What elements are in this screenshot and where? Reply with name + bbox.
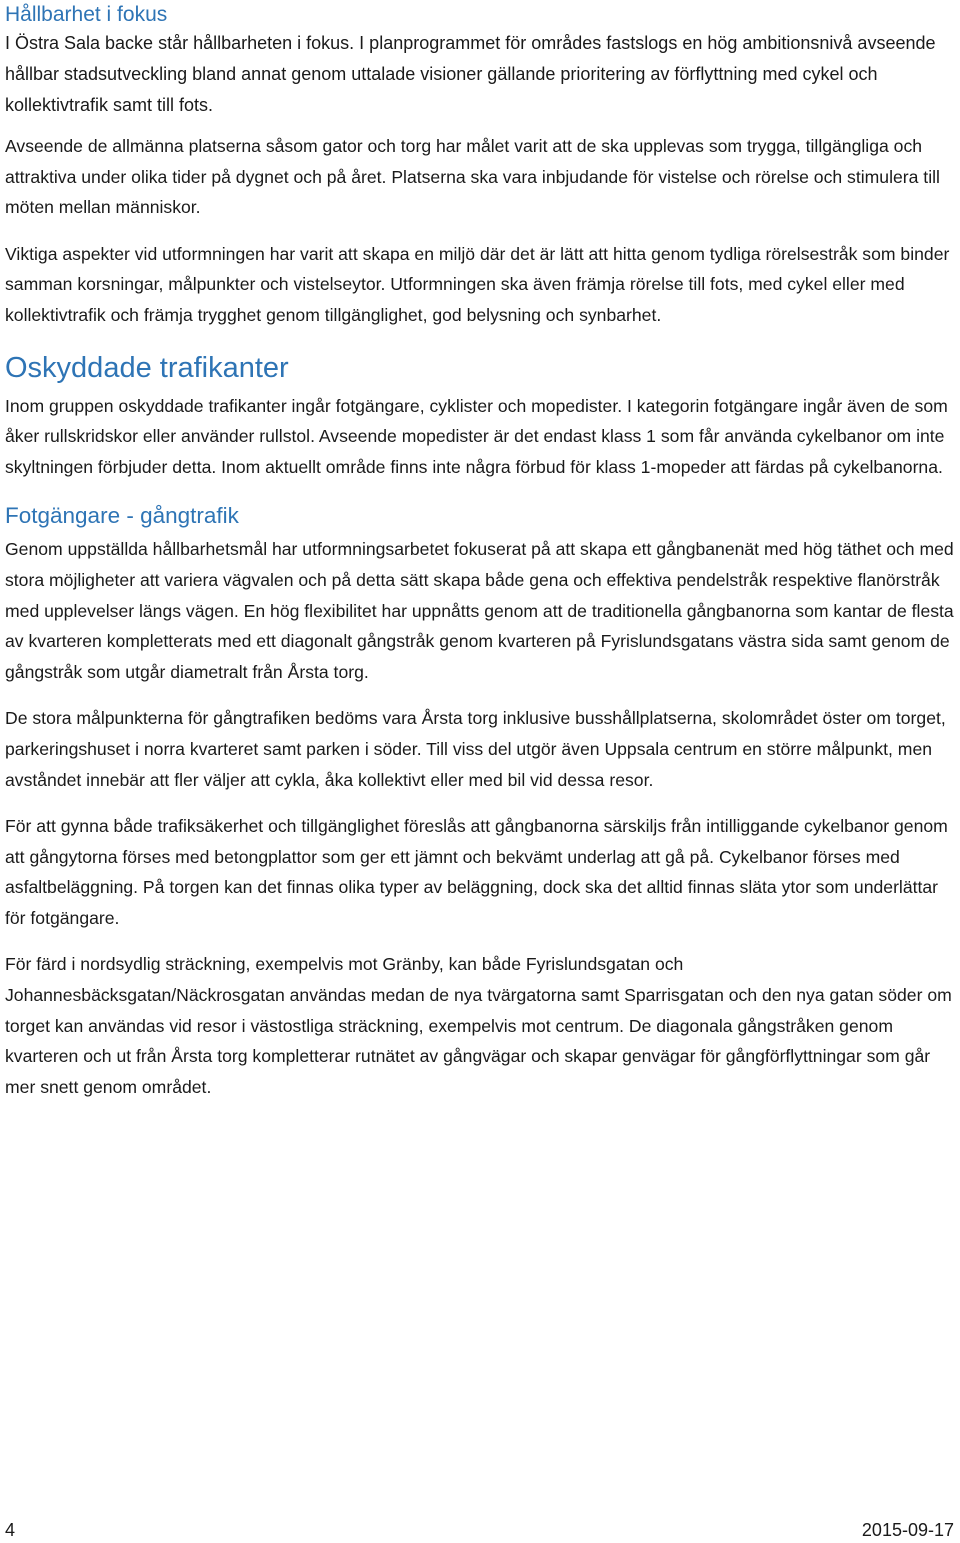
paragraph: Viktiga aspekter vid utformningen har varit att skapa en miljö där det är lätt att hitta genom tydliga rörelsestråk som binder samman korsningar, målpunkter och vistelseytor. Utformningen ska även främja rörelse till fots, med cykel eller med kollektivtrafik och främja trygghet genom tillgänglighet, god belysning och synbarhet. [5,243,950,325]
paragraph: Inom gruppen oskyddade trafikanter ingår fotgängare, cyklister och mopedister. I kategorin fotgängare ingår även de som åker rullskridskor eller använder rullstol. Avseende mopedister är det endast klass 1 som får använda cykelbanor om inte skyltningen förbjuder detta. Inom aktuellt område finns inte några förbud för klass 1-mopeder att färdas på cykelbanorna. [5,395,948,477]
section-heading-hallbarhet: Hållbarhet i fokus [5,3,168,26]
page-number: 4 [5,1520,16,1540]
paragraph: Avseende de allmänna platserna såsom gator och torg har målet varit att de ska upplevas som trygga, tillgängliga och attraktiva under olika tider på dygnet och på året. Platserna ska vara inbjudande för vistelse och rörelse och stimulera till möten mellan människor. [5,136,940,218]
section-heading-fotgangare: Fotgängare - gångtrafik [5,503,239,529]
section-heading-oskyddade: Oskyddade trafikanter [5,351,289,384]
document-page [5,0,957,1118]
footer-date: 2015-09-17 [861,1520,954,1540]
paragraph: För att gynna både trafiksäkerhet och tillgänglighet föreslås att gångbanorna särskiljs från intilliggande cykelbanor genom att gångytorna förses med betongplattor som ger ett jämnt och bekvämt underlag att gå på. Cykelbanor förses med asfaltbeläggning. På torgen kan det finnas olika typer av beläggning, dock ska det alltid finnas släta ytor som underlättar för fotgängare. [5,816,948,928]
paragraph: Genom uppställda hållbarhetsmål har utformningsarbetet fokuserat på att skapa ett gångbanenät med hög täthet och med stora möjligheter att variera vägvalen och på detta sätt skapa både gena och effektiva pendelstråk respektive flanörstråk med upplevelser längs vägen. En hög flexibilitet har uppnåtts genom att de traditionella gångbanorna som kantar de flesta av kvarteren kompletterats med ett diagonalt gångstråk genom kvarteren på Fyrislundsgatans västra sida samt genom de gångstråk som utgår diametralt från Årsta torg. [5,539,954,682]
page-footer [5,1519,954,1541]
paragraph: I Östra Sala backe står hållbarheten i fokus. I planprogrammet för områdes fastslogs en hög ambitionsnivå avseende hållbar stadsutveckling bland annat genom uttalade visioner gällande prioritering av förflyttning med cykel och kollektivtrafik samt till fots. [5,33,936,115]
paragraph: För färd i nordsydlig sträckning, exempelvis mot Gränby, kan både Fyrislundsgatan och Johannesbäcksgatan/Näckrosgatan användas medan de nya tvärgatorna samt Sparrisgatan och den nya gatan söder om torget kan användas vid resor i västostliga sträckning, exempelvis mot centrum. De diagonala gångstråken genom kvarteren och ut från Årsta torg kompletterar rutnätet av gångvägar och skapar genvägar för gångförflyttningar som går mer snett genom området. [5,954,952,1097]
paragraph: De stora målpunkterna för gångtrafiken bedöms vara Årsta torg inklusive busshållplatserna, skolområdet öster om torget, parkeringshuset i norra kvarteret samt parken i söder. Till viss del utgör även Uppsala centrum en större målpunkt, men avståndet innebär att fler väljer att cykla, åka kollektivt eller med bil vid dessa resor. [5,708,946,790]
